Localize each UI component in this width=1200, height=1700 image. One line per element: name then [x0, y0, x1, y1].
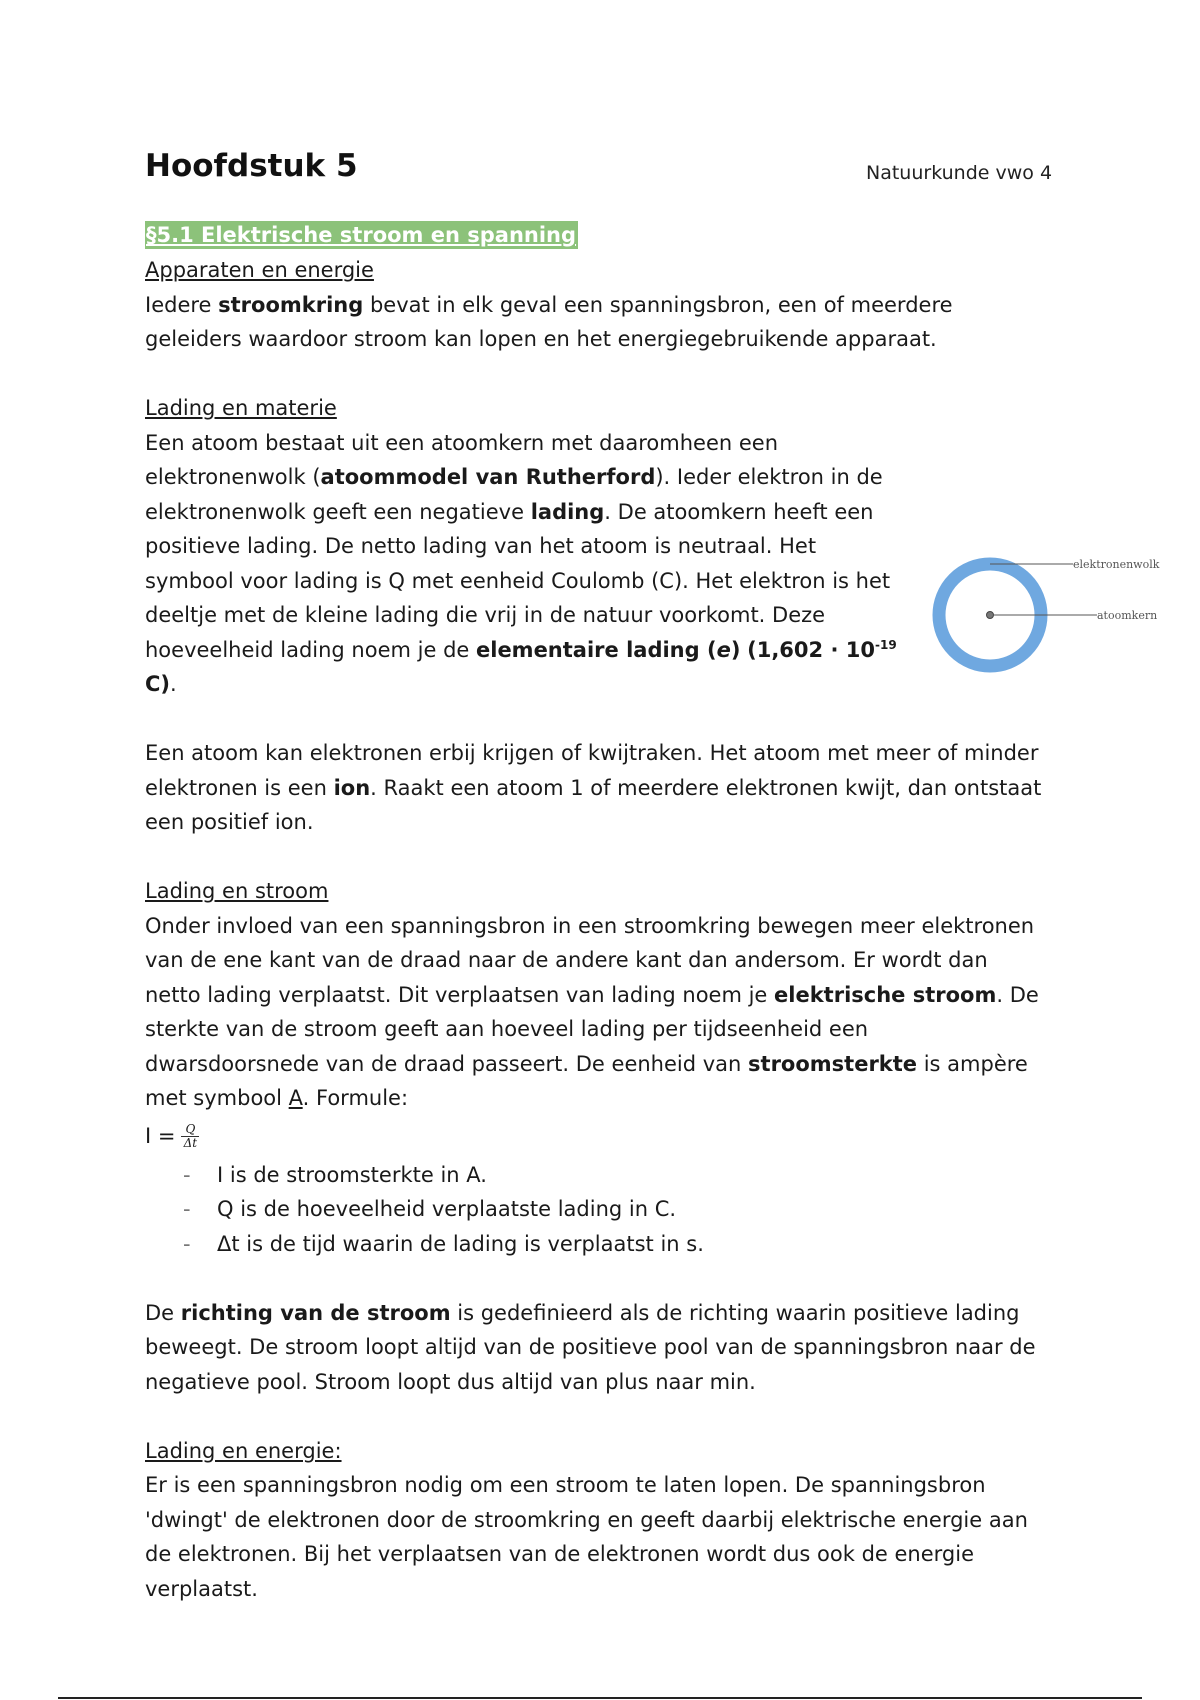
page-title: Hoofdstuk 5 — [145, 148, 358, 184]
subheading-lading-materie: Lading en materie — [145, 396, 337, 420]
footer-divider — [58, 1697, 1142, 1699]
paragraph-lading-materie: Een atoom bestaat uit een atoomkern met daaromheen een elektronenwolk (atoommodel van Rutherford). Ieder elektron in de elektronenwolk geeft een negatieve lading. De atoomkern heeft een positieve lading. De netto lading van het atoom is neutraal. Het symbool voor lading is Q met eenheid Coulomb (C). Het elektron is het deeltje met de kleine lading die vrij in de natuur voorkomt. Deze hoeveelheid lading noem je de elementaire lading (e) ($1,602 \cdot 10^{-19}$ C). — [145, 430, 897, 696]
atomic-nucleus — [987, 612, 994, 619]
atom-model-figure — [925, 545, 1180, 685]
list-item: - Δt is de tijd waarin de lading is verplaatst in s. — [183, 1227, 1045, 1262]
document-body — [145, 218, 1045, 1606]
current-formula: I = $\frac{Q}{\Delta t}$ — [145, 1116, 1045, 1158]
subheading-apparaten: Apparaten en energie — [145, 258, 374, 282]
formula-variables-list — [145, 1158, 1045, 1262]
nucleus-label: atoomkern — [1097, 609, 1158, 622]
subheading-lading-stroom: Lading en stroom — [145, 879, 329, 903]
paragraph-stroomrichting: De richting van de stroom is gedefinieerd als de richting waarin positieve lading beweegt. De stroom loopt altijd van de positieve pool van de spanningsbron naar de negatieve pool. Stroom loopt dus altijd van plus naar min. — [145, 1300, 1036, 1394]
formula-fraction: $\frac{Q}{\Delta t}$ — [181, 1123, 199, 1150]
list-item: - Q is de hoeveelheid verplaatste lading in C. — [183, 1192, 1045, 1227]
paragraph-lading-energie: Er is een spanningsbron nodig om een stroom te laten lopen. De spanningsbron 'dwingt' de elektronen door de stroomkring en geeft daarbij elektrische energie aan de elektronen. Bij het verplaatsen van de elektronen wordt dus ook de energie verplaatst. — [145, 1473, 1028, 1601]
paragraph-apparaten: Iedere stroomkring bevat in elk geval een spanningsbron, een of meerdere geleiders waardoor stroom kan lopen en het energiegebruikende apparaat. — [145, 292, 953, 351]
elementary-charge-value: ($1,602 \cdot 10^{-19}$ C) — [145, 637, 897, 696]
subheading-lading-energie: Lading en energie: — [145, 1438, 342, 1463]
paragraph-ion: Een atoom kan elektronen erbij krijgen of kwijtraken. Het atoom met meer of minder elektronen is een ion. Raakt een atoom 1 of meerdere elektronen kwijt, dan ontstaat een positief ion. — [145, 741, 1042, 834]
list-item: - I is de stroomsterkte in A. — [183, 1158, 1045, 1193]
section-heading: §5.1 Elektrische stroom en spanning — [146, 223, 577, 247]
course-label: Natuurkunde vwo 4 — [866, 162, 1053, 184]
cloud-label: elektronenwolk — [1073, 558, 1160, 571]
paragraph-lading-stroom: Onder invloed van een spanningsbron in een stroomkring bewegen meer elektronen van de ene kant van de draad naar de andere kant dan andersom. Er wordt dan netto lading verplaatst. Dit verplaatsen van lading noem je elektrische stroom. De sterkte van de stroom geeft aan hoeveel lading per tijdseenheid een dwarsdoorsnede van de draad passeert. De eenheid van stroomsterkte is ampère met symbool A. Formule: — [145, 913, 1039, 1110]
